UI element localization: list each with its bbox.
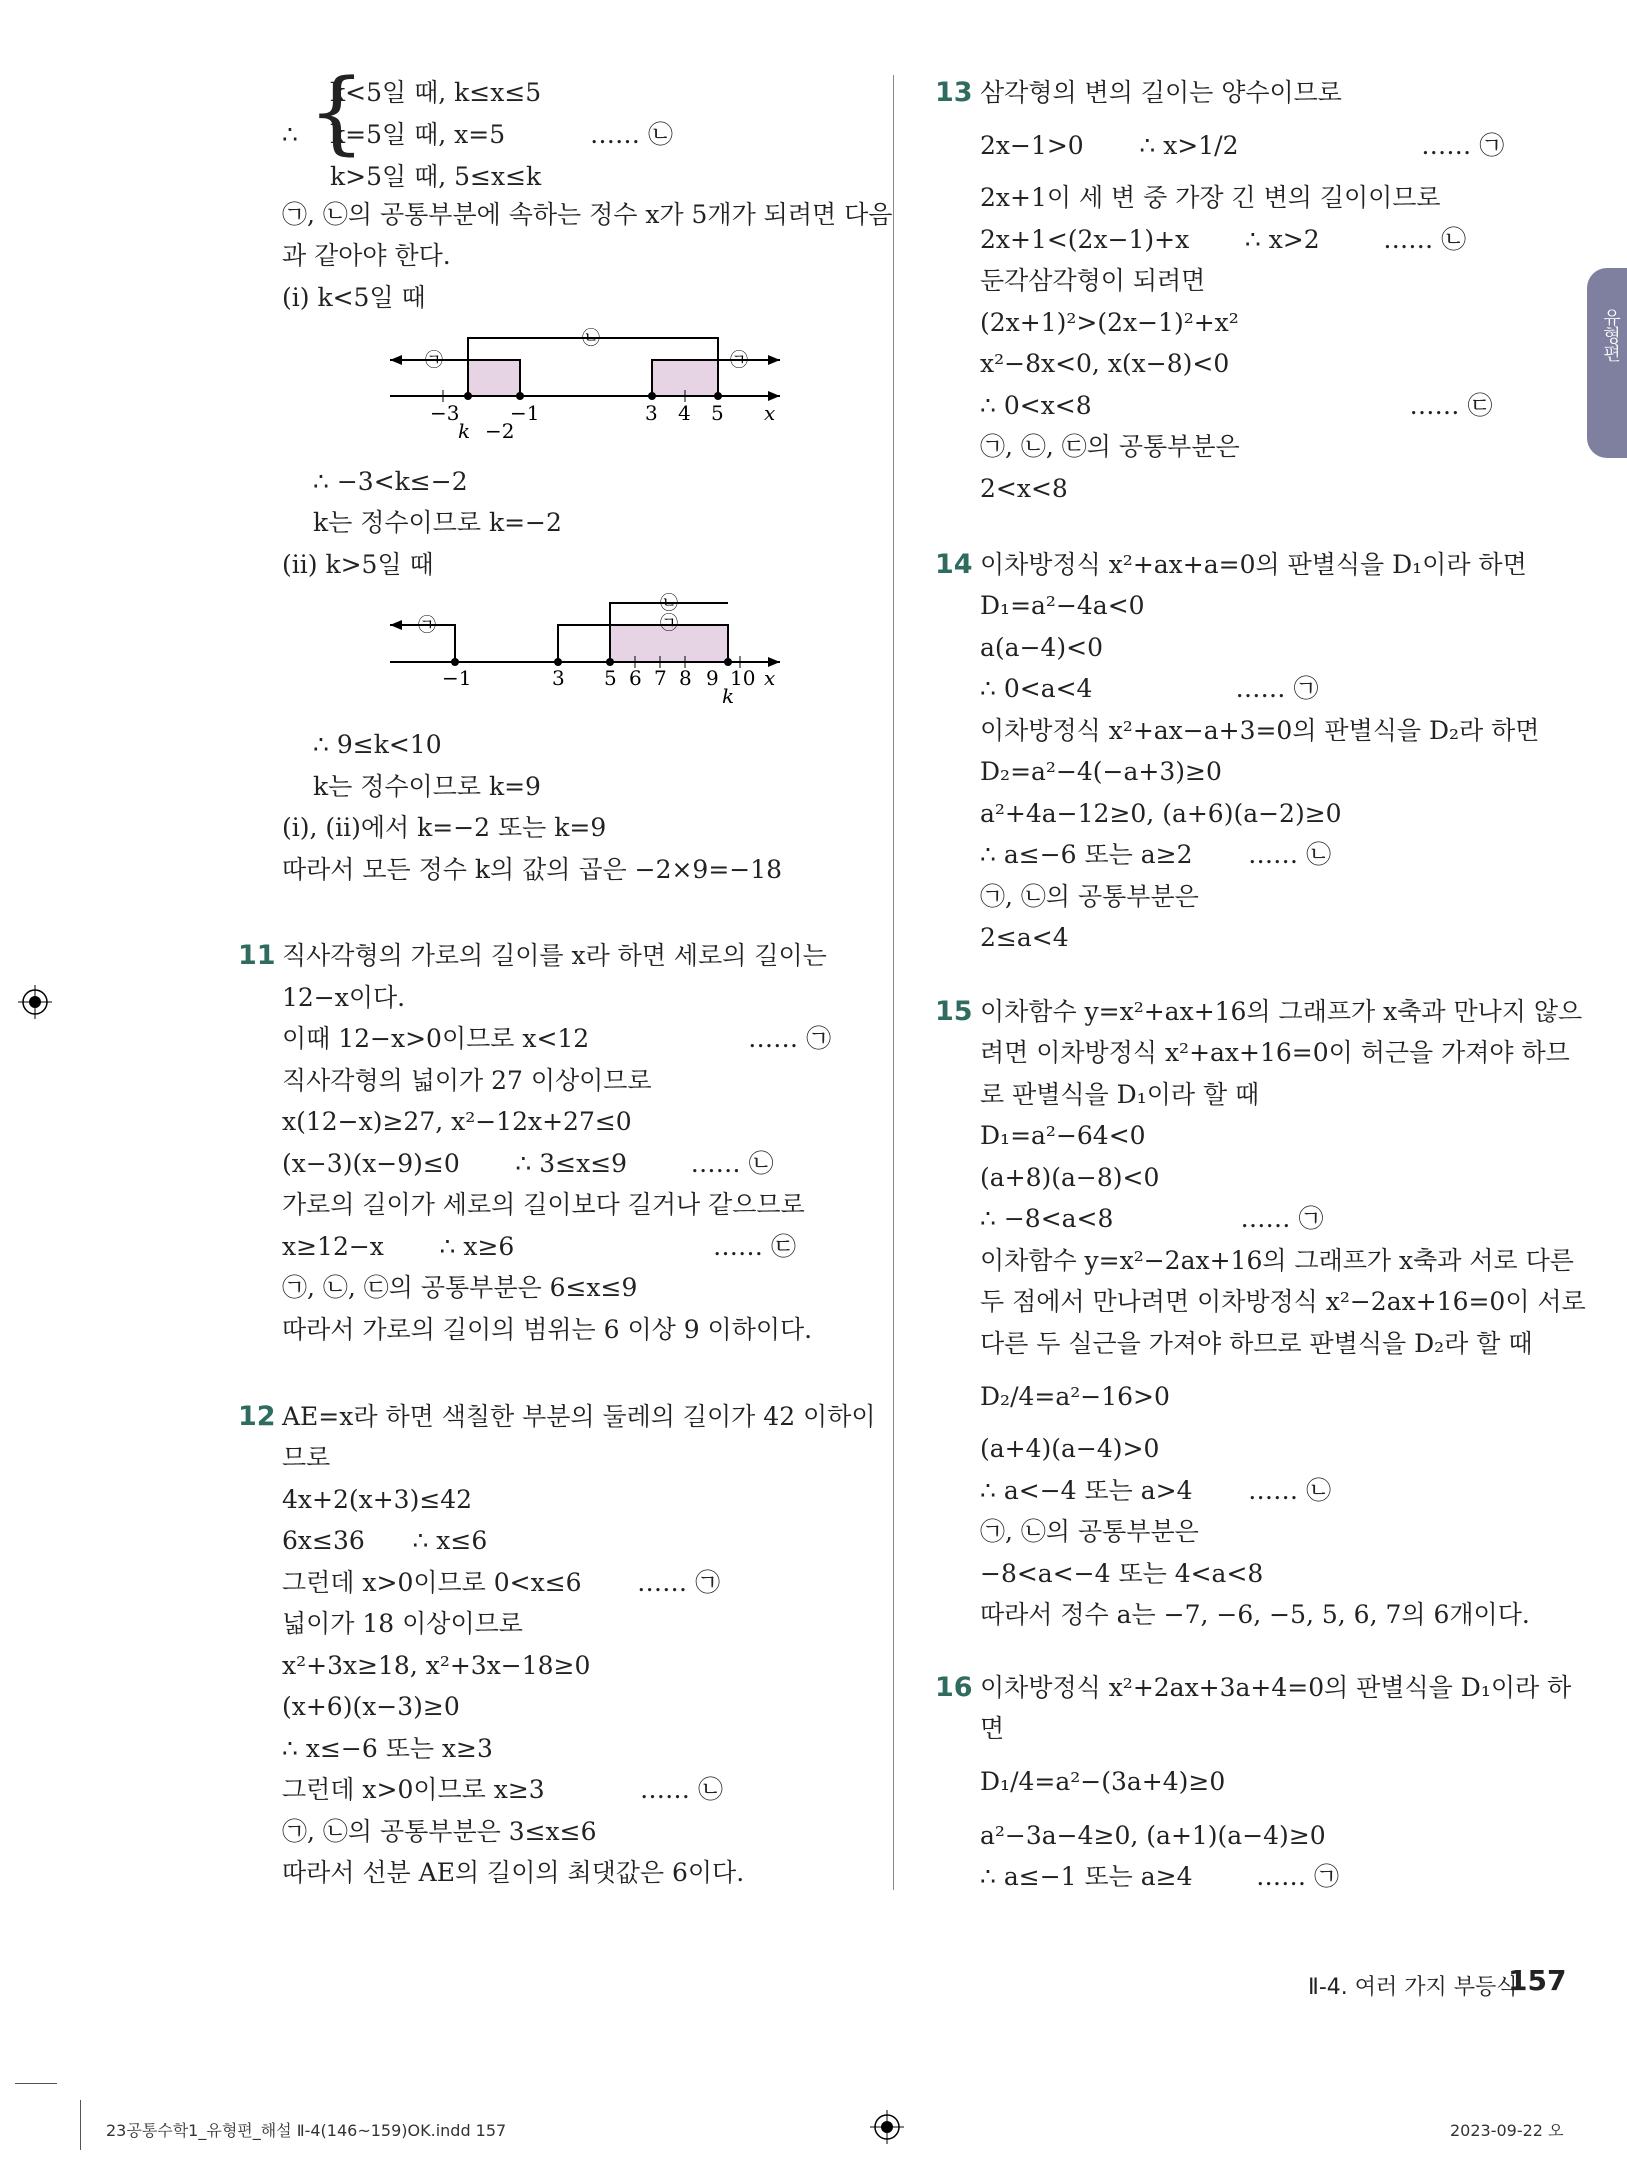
file-info: 23공통수학1_유형편_해설 Ⅱ-4(146~159)OK.indd 157 [106,2121,507,2140]
text-line: x(12−x)≥27, x²−12x+27≤0 [282,1107,632,1136]
text-line: k는 정수이므로 k=−2 [313,508,562,537]
text-line: 이차방정식 x²+ax−a+3=0의 판별식을 D₂라 하면 [980,716,1540,745]
text-line: 다른 두 실근을 가져야 하므로 판별식을 D₂라 할 때 [980,1329,1533,1358]
text-line: (ⅰ), (ⅱ)에서 k=−2 또는 k=9 [282,813,607,842]
text-line: 그런데 x>0이므로 0<x≤6 …… ㉠ [282,1568,721,1597]
tick-label: 9 [706,666,719,690]
text-line: 가로의 길이가 세로의 길이보다 길거나 같으므로 [282,1190,805,1219]
problem-number: 16 [935,1672,973,1703]
text-line: D₁=a²−4a<0 [980,591,1145,620]
text-line: ∴ −8<a<8 …… ㉠ [980,1204,1324,1233]
tick-label: 5 [604,666,617,690]
text-line: 려면 이차방정식 x²+ax+16=0이 허근을 가져야 하므 [980,1038,1570,1067]
column-divider [893,75,894,1890]
text-line: ∴ 9≤k<10 [313,730,442,759]
problem-number: 15 [935,996,973,1027]
text-line: k는 정수이므로 k=9 [313,772,541,801]
text-line: 따라서 모든 정수 k의 값의 곱은 −2×9=−18 [282,855,783,884]
text-line: ∴ a<−4 또는 a>4 …… ㉡ [980,1476,1332,1505]
region-label: ㉡ [660,593,678,614]
text-line: 로 판별식을 D₁이라 할 때 [980,1080,1260,1109]
text-line: ∴ x≤−6 또는 x≥3 [282,1734,493,1763]
text-line: (a+4)(a−4)>0 [980,1434,1160,1463]
text-line: 면 [980,1714,1005,1743]
text-line: 이차방정식 x²+2ax+3a+4=0의 판별식을 D₁이라 하 [980,1673,1572,1702]
text-line: 과 같아야 한다. [282,241,451,270]
axis-label: x [764,666,776,690]
k-label: k [722,684,735,708]
text-line: D₂=a²−4(−a+3)≥0 [980,757,1222,786]
problem-number: 12 [238,1401,276,1432]
tick-label: −2 [485,419,515,443]
text-line: 이차함수 y=x²+ax+16의 그래프가 x축과 만나지 않으 [980,997,1583,1026]
text-line: a(a−4)<0 [980,633,1104,662]
side-tab: 유형편 [1587,268,1627,458]
registration-mark-icon [870,2110,904,2144]
text-line: 이차함수 y=x²−2ax+16의 그래프가 x축과 서로 다른 [980,1246,1574,1275]
tick-label: −3 [430,401,460,425]
text-line: 2<x<8 [980,474,1068,503]
text-line: ㉠, ㉡의 공통부분은 [980,1517,1199,1546]
region-label: ㉠ [418,615,436,636]
text-line: ㉠, ㉡의 공통부분에 속하는 정수 x가 5개가 되려면 다음 [282,200,893,229]
case-line: k>5일 때, 5≤x≤k [330,162,542,191]
problem-number: 14 [935,549,973,580]
text-line: ∴ 0<a<4 …… ㉠ [980,674,1319,703]
text-line: 따라서 정수 a는 −7, −6, −5, 5, 6, 7의 6개이다. [980,1600,1530,1629]
tick-label: 4 [678,401,691,425]
text-line: 12−x이다. [282,983,406,1012]
axis-label: x [764,401,776,425]
text-line: ∴ a≤−6 또는 a≥2 …… ㉡ [980,840,1332,869]
therefore: ∴ [282,120,298,149]
region-label: ㉡ [582,328,600,349]
case-line: k=5일 때, x=5 [330,120,506,149]
page-number: 157 [1508,1964,1567,1997]
tick-label: 6 [629,666,642,690]
text-line: a²+4a−12≥0, (a+6)(a−2)≥0 [980,799,1342,828]
text-line: 2≤a<4 [980,923,1069,952]
region-label: ㉠ [730,350,748,371]
text-line: a²−3a−4≥0, (a+1)(a−4)≥0 [980,1821,1326,1850]
text-line: 삼각형의 변의 길이는 양수이므로 [980,78,1342,107]
print-date: 2023-09-22 오 [1450,2121,1564,2140]
text-line: ㉠, ㉡, ㉢의 공통부분은 [980,432,1240,461]
tick-label: 3 [645,401,658,425]
number-line-figure-2 [380,585,800,715]
tick-label: 8 [679,666,692,690]
tick-label: 7 [654,666,667,690]
case-brace: { [308,60,366,165]
text-line: 므로 [282,1443,331,1472]
text-line: (ⅰ) k<5일 때 [282,283,426,312]
text-line: x≥12−x ∴ x≥6 …… ㉢ [282,1232,796,1261]
text-line: AE=x라 하면 색칠한 부분의 둘레의 길이가 42 이하이 [282,1402,876,1431]
crop-mark [15,2083,57,2084]
text-line: 따라서 선분 AE의 길이의 최댓값은 6이다. [282,1858,745,1887]
text-line: 넓이가 18 이상이므로 [282,1609,523,1638]
text-line: ㉠, ㉡, ㉢의 공통부분은 6≤x≤9 [282,1273,638,1302]
tick-label: 3 [552,666,565,690]
text-line: 이차방정식 x²+ax+a=0의 판별식을 D₁이라 하면 [980,550,1527,579]
text-line: (a+8)(a−8)<0 [980,1163,1160,1192]
tick-label: 10 [730,666,756,690]
text-line: ㉠, ㉡의 공통부분은 3≤x≤6 [282,1817,597,1846]
registration-mark-icon [18,985,52,1019]
text-line: ∴ a≤−1 또는 a≥4 …… ㉠ [980,1862,1340,1891]
text-line: D₁/4=a²−(3a+4)≥0 [980,1767,1226,1796]
text-line: ㉠, ㉡의 공통부분은 [980,882,1199,911]
text-line: 그런데 x>0이므로 x≥3 …… ㉡ [282,1775,724,1804]
text-line: 직사각형의 가로의 길이를 x라 하면 세로의 길이는 [282,941,827,970]
number-line-figure-1 [380,320,800,450]
text-line: −8<a<−4 또는 4<a<8 [980,1559,1264,1588]
text-line: x²+3x≥18, x²+3x−18≥0 [282,1651,591,1680]
text-line: ∴ 0<x<8 …… ㉢ [980,391,1493,420]
region-label: ㉠ [425,350,443,371]
text-line: D₂/4=a²−16>0 [980,1382,1170,1411]
text-line: 2x+1<(2x−1)+x ∴ x>2 …… ㉡ [980,225,1467,254]
text-line: 따라서 가로의 길이의 범위는 6 이상 9 이하이다. [282,1315,813,1344]
text-line: x²−8x<0, x(x−8)<0 [980,349,1230,378]
text-line: 이때 12−x>0이므로 x<12 …… ㉠ [282,1024,832,1053]
text-line: 두 점에서 만나려면 이차방정식 x²−2ax+16=0이 서로 [980,1287,1586,1316]
text-line: 2x+1이 세 변 중 가장 긴 변의 길이이므로 [980,183,1441,212]
crop-mark [80,2100,81,2150]
text-line: 4x+2(x+3)≤42 [282,1485,473,1514]
text-line: 2x−1>0 ∴ x>1/2 …… ㉠ [980,131,1505,160]
problem-number: 13 [935,77,973,108]
text-line: (x−3)(x−9)≤0 ∴ 3≤x≤9 …… ㉡ [282,1149,774,1178]
text-line: (ⅱ) k>5일 때 [282,550,434,579]
text-line: (2x+1)²>(2x−1)²+x² [980,308,1239,337]
text-line: 6x≤36 ∴ x≤6 [282,1526,488,1555]
text-line: D₁=a²−64<0 [980,1121,1146,1150]
case-line: k<5일 때, k≤x≤5 [330,78,542,107]
text-line: (x+6)(x−3)≥0 [282,1692,460,1721]
problem-number: 11 [238,940,276,971]
tick-label: −1 [442,666,472,690]
text-line: ∴ −3<k≤−2 [313,467,468,496]
text-line: 둔각삼각형이 되려면 [980,266,1206,295]
k-label: k [458,419,471,443]
tick-label: 5 [711,401,724,425]
region-label: ㉠ [660,613,678,634]
section-label: Ⅱ-4. 여러 가지 부등식 [1308,1975,1518,2000]
tick-label: −1 [510,401,540,425]
text-line: 직사각형의 넓이가 27 이상이므로 [282,1066,652,1095]
case-mark: …… ㉡ [590,120,673,149]
